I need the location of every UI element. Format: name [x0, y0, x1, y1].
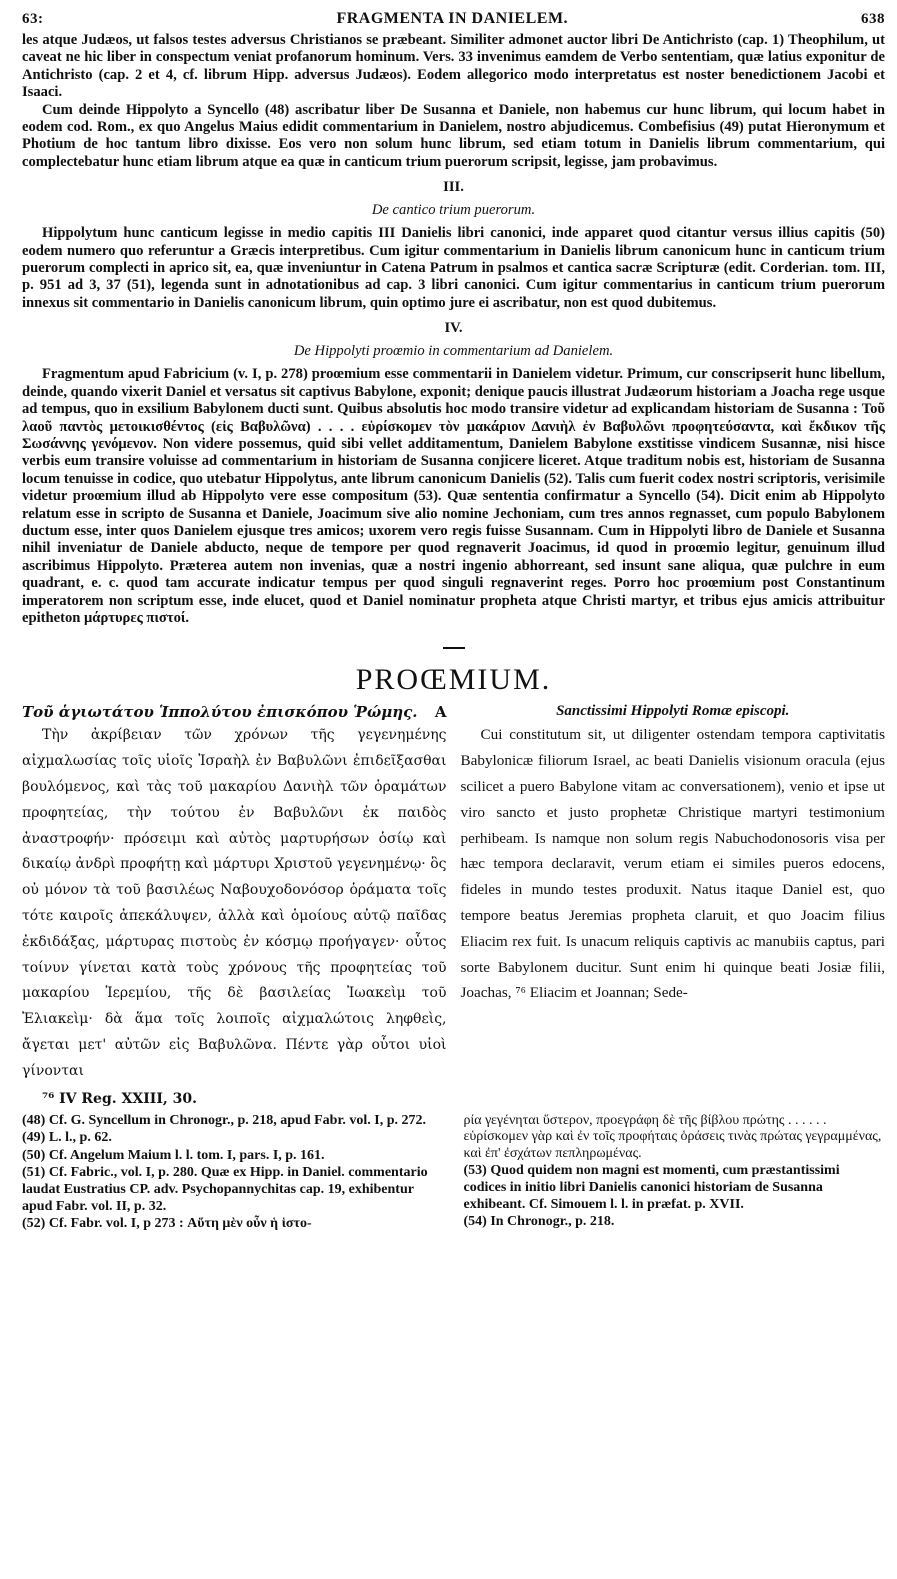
column-marker: A	[434, 703, 447, 722]
footnotes-right	[464, 1113, 886, 1234]
greek-heading-text: Τοῦ ἁγιωτάτου Ἱππολύτου ἐπισκόπου Ῥώμης.	[22, 703, 418, 722]
footnotes	[22, 1113, 885, 1234]
footnote: (50) Cf. Angelum Maium l. l. tom. I, pars. I, p. 161.	[22, 1147, 325, 1163]
section-4-number: IV.	[444, 320, 463, 337]
latin-column	[461, 703, 886, 1112]
section-3-title: De cantico trium puerorum.	[371, 202, 536, 219]
footnote: (48) Cf. G. Syncellum in Chronogr., p. 218, apud Fabr. vol. I, p. 272.	[22, 1112, 426, 1128]
section-3-text: Hippolytum hunc canticum legisse in medio capitis III Danielis libri canonici, inde apparet quod citantur versus illius capitis (50) eodem numero quo referuntur a Græcis interpretibus. Cum igitur commentarium in Danielis librum canonicum hunc in canticum trium puerorum complecti in aprico sit, ea, quæ inveniuntur in Catena Patrum in psalmos et cantica sacræ Scripturæ (edit. Corderian. tom. III, p. 951 ad 3, 37 (51), legenda sunt in adnotationibus ad cap. 3 libri canonici. Cum igitur commentarius in canticum trium puerorum innexus sit commentario in Danielis canonicum librum, quin optimo jure ei ascribatur, non est quod dubitemus.	[22, 225, 885, 311]
intro-text	[22, 32, 885, 627]
intro-paragraph-2: Cum deinde Hippolyto a Syncello (48) ascribatur liber De Susanna et Daniele, non habemus cur hunc librum, qui locum habet in eodem cod. Rom., ex quo Angelus Maius edidit commentarium in Danielem, nostro abjudicemus. Combefisius (49) putat Hieronymum et Photium de hoc tantum libro dixisse. Eos vero non solum hunc librum, sed etiam totum in Danielis librum commentarium, qui complectebatur hunc etiam librum atque ea quæ in canticum trium puerorum scripsit, legisse, jam probavimus.	[22, 101, 885, 170]
footnote: (53) Quod quidem non magni est momenti, cum præstantissimi codices in initio libri Danielis canonici historiam de Susanna exhibeant. Cf. Simouem l. l. in præfat. p. XVII.	[463, 1163, 840, 1212]
latin-text: Cui constitutum sit, ut diligenter ostendam tempora captivitatis Babylonicæ filiorum Israel, ac beati Danielis visionum oracula (ejus scilicet a puero Babylone vitam ac conversationem), venio et ipse ut viro sancto et justo prophetæ Christique martyri testimonium perhibeam. Is namque non solum regis Nabuchodonosoris visa per hæc tempora declaravit, verum etiam ei similes pueros edocens, fideles in mundo testes produxit. Natus itaque Daniel est, quo tempore beatus Jeremias propheta claruit, et quo Joacim filius Eliacim rex fuit. Is unacum reliquis captivis ac manubiis captus, pari sorte Babylonem ducitur. Sunt enim hi quinque beati Josiæ filii, Joachas, ⁷⁶ Eliacim et Joannan; Sede-	[460, 726, 885, 1002]
greek-text: Τὴν ἀκρίβειαν τῶν χρόνων τῆς γεγενημένης αἰχμαλωσίας τοῖς υἱοῖς Ἰσραὴλ ἐν Βαβυλῶνι ἐπιδεῖξασθαι βουλόμενος, καὶ τὰς τοῦ μακαρίου Δανιὴλ τῶν ὁραμάτων προφητείας, τὴν τούτου ἐν Βαβυλῶνι ἐκ παιδὸς ἀναστροφήν· πρόσειμι καὶ αὐτὸς μαρτυρήσων ὁσίῳ καὶ δικαίῳ ἀνδρὶ προφήτῃ καὶ μάρτυρι Χριστοῦ γεγενημένῳ· ὃς οὐ μόνον τὰ τοῦ βασιλέως Ναβουχοδονόσορ ὁράματα τοῖς τότε καιροῖς ἀπεκάλυψεν, ἀλλὰ καὶ ὁμοίους αὐτῷ παῖδας ἐκδιδάξας, μάρτυρας πιστοὺς ἐν κόσμῳ προήγαγεν· οὗτος τοίνυν γίνεται κατὰ τοὺς χρόνους τῆς προφητείας τοῦ μακαρίου Ἱερεμίου, τῆς δὲ βασιλείας Ἰωακεὶμ τοῦ Ἐλιακεὶμ· δὰ ἅμα τοῖς λοιποῖς αἰχμαλώτοις ληφθεὶς, ἄγεται μετ' αὐτῶν εἰς Βαβυλῶνα. Πέντε γὰρ οὗτοι υἱοὶ γίνονται	[22, 727, 447, 1079]
latin-heading: Sanctissimi Hippolyti Romæ episcopi.	[556, 703, 790, 720]
running-head	[22, 10, 885, 28]
footnote: (49) L. l., p. 62.	[22, 1130, 112, 1146]
scripture-reference: ⁷⁶ IV Reg. XXIII, 30.	[42, 1090, 197, 1107]
running-title: FRAGMENTA IN DANIELEM.	[336, 10, 569, 27]
proemium-title: PROŒMIUM.	[355, 663, 552, 697]
footnote: (52) Cf. Fabr. vol. I, p 273 : Αὕτη μὲν οὖν ἡ ἱστο-	[22, 1216, 312, 1232]
intro-paragraph-1: les atque Judæos, ut falsos testes adversus Christianos se præbeant. Similiter admonet auctor libri De Antichristo (cap. 1) Theophilum, ut caveat ne hic liber in conspectum veniat profanorum hominum. Vers. 33 invenimus eamdem de Verbo sententiam, quæ latius exponitur de Antichristo (cap. 2 et 4, cf. librum Hipp. adversus Judæos). Eodem allegorico modo interpretatus est noster benedictionem Jacobi et Isaaci.	[22, 32, 885, 101]
section-3-number: III.	[443, 179, 464, 196]
page-number-right: 638	[860, 11, 885, 27]
section-4-title: De Hippolyti proœmio in commentarium ad Danielem.	[293, 343, 614, 360]
proemium-columns	[22, 703, 885, 1112]
footnote: (51) Cf. Fabric., vol. I, p. 280. Quæ ex Hipp. in Daniel. commentario laudat Eustratius CP. adv. Psychopannychitas cap. 19, exhibentur apud Fabr. vol. II, p. 32.	[22, 1165, 428, 1214]
footnotes-left	[22, 1113, 444, 1234]
footnote: (54) In Chronogr., p. 218.	[463, 1214, 615, 1230]
page-number-left: 63:	[22, 11, 44, 27]
footnote-continuation: ρία γεγένηται ὕστερον, προεγράφη δὲ τῆς βίβλου πρώτης . . . . . . εὑρίσκομεν γὰρ καὶ ἐν τοῖς προφήταις ὁράσεις τινὰς πρώτας γεγραμμένας, καὶ ἐπ' ἐσχάτων πεπληρωμένας.	[463, 1112, 882, 1161]
greek-column	[22, 703, 447, 1112]
separator-rule	[443, 647, 465, 649]
greek-heading	[22, 703, 447, 721]
section-4-text: Fragmentum apud Fabricium (v. I, p. 278) proœmium esse commentarii in Danielem videtur. Primum, cur conscripserit hunc libellum, deinde, quando vixerit Daniel et versatus sit captivus Babylone, exponit; denique paucis illustrat Judæorum historiam a Joacha rege usque ad tempus, quo in exsilium Babylonem ducti sunt. Quibus absolutis hoc modo transire videtur ad explicandam historiam de Susanna : Τοῦ λαοῦ παντὸς μετοικισθέντος (εἰς Βαβυλῶνα) . . . . εὑρίσκομεν τὸν μακάριον Δανιὴλ ἐν Βαβυλῶνι προφητεύσαντα, καὶ ἔκδικον τῆς Σωσάννης γενόμενον. Non videre possemus, quid sibi vellet additamentum, Danielem Babylone exstitisse vindicem Susannæ, nisi hisce verbis eum transire voluisse ad commentarium in historiam de Susanna conjicere liceret. Atque traditum nobis est, historiam de Susanna locum tenuisse in codice, quo utebatur Hippolytus, ante librum canonicum Danielis (52). Talis cum fuerit codex nostri scriptoris, verisimile videtur proœmium illud ab Hippolyto vere esse compositum (53). Quæ sententia confirmatur a Syncello (54). Dicit enim ab Hippolyto relatum esse in scripto de Susanna et Daniele, Joacimum sive alio nomine Jechoniam, cum tres annos regnasset, cum populo Babylonem ductum esse, inter quos Danielem ejusque tres amicos; uxorem vero regis fuisse Susannam. Cum in Hippolyti libro de Daniele et Susanna nihil inveniatur de Daniele abducto, neque de tempore per quod regnaverit Joacimus, id quod in proœmio legitur, genuinum illud ascribimus Hippolyto. Præterea autem non invenias, quæ a nostri ingenio abhorreant, sed insunt sane aliqua, quæ pulchre in eum quadrant, e. c. quod tam accurate indicatur tempus per quod singuli regnaverint reges. Porro hoc proœmium post Constantinum imperatorem non scriptum esse, inde elucet, quod et Daniel nominatur propheta atque Christi martyr, et tribus ejus amicis attribuitur epitheton μάρτυρες πιστοί.	[22, 366, 885, 626]
